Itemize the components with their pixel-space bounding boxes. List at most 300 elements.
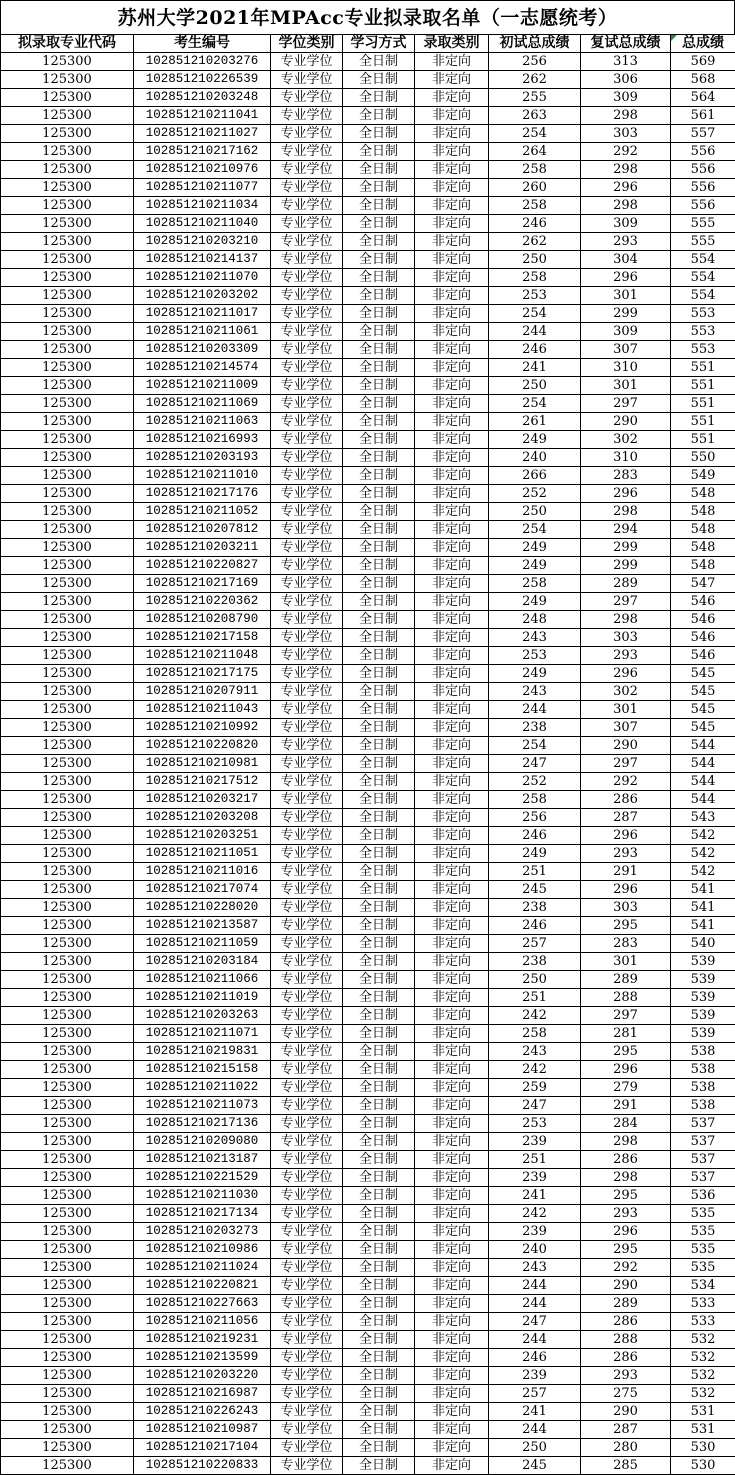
admission-type-cell: 非定向 [415, 143, 489, 161]
initial-score-cell: 254 [489, 521, 581, 539]
initial-score-cell: 238 [489, 953, 581, 971]
table-row [1, 53, 735, 71]
total-score-cell: 541 [671, 899, 735, 917]
major-code-cell: 125300 [1, 683, 134, 701]
table-row [1, 935, 735, 953]
initial-score-cell: 239 [489, 1169, 581, 1187]
total-score-cell: 541 [671, 881, 735, 899]
initial-score-cell: 242 [489, 1007, 581, 1025]
table-row [1, 1205, 735, 1223]
degree-type-cell: 专业学位 [271, 1025, 343, 1043]
total-score-cell: 545 [671, 701, 735, 719]
initial-score-cell: 254 [489, 737, 581, 755]
admission-type-cell: 非定向 [415, 881, 489, 899]
initial-score-cell: 244 [489, 1331, 581, 1349]
admission-type-cell: 非定向 [415, 233, 489, 251]
admission-type-cell: 非定向 [415, 377, 489, 395]
table-row [1, 863, 735, 881]
table-row [1, 467, 735, 485]
major-code-cell: 125300 [1, 1007, 134, 1025]
major-code-cell: 125300 [1, 1277, 134, 1295]
study-mode-cell: 全日制 [343, 1259, 415, 1277]
major-code-cell: 125300 [1, 1025, 134, 1043]
study-mode-cell: 全日制 [343, 359, 415, 377]
initial-score-cell: 254 [489, 305, 581, 323]
degree-type-cell: 专业学位 [271, 377, 343, 395]
initial-score-cell: 253 [489, 287, 581, 305]
major-code-cell: 125300 [1, 1169, 134, 1187]
candidate-id-cell: 102851210217158 [134, 629, 271, 647]
major-code-cell: 125300 [1, 791, 134, 809]
total-score-cell: 553 [671, 305, 735, 323]
total-score-cell: 535 [671, 1205, 735, 1223]
total-score-cell: 542 [671, 863, 735, 881]
retest-score-cell: 290 [581, 1277, 671, 1295]
degree-type-cell: 专业学位 [271, 773, 343, 791]
total-score-cell: 535 [671, 1223, 735, 1241]
initial-score-cell: 266 [489, 467, 581, 485]
major-code-cell: 125300 [1, 1349, 134, 1367]
admission-type-cell: 非定向 [415, 557, 489, 575]
total-score-cell: 551 [671, 377, 735, 395]
admission-type-cell: 非定向 [415, 1007, 489, 1025]
degree-type-cell: 专业学位 [271, 215, 343, 233]
study-mode-cell: 全日制 [343, 197, 415, 215]
table-row [1, 989, 735, 1007]
study-mode-cell: 全日制 [343, 1097, 415, 1115]
total-score-cell: 546 [671, 611, 735, 629]
table-row [1, 665, 735, 683]
candidate-id-cell: 102851210211063 [134, 413, 271, 431]
degree-type-cell: 专业学位 [271, 899, 343, 917]
major-code-cell: 125300 [1, 1115, 134, 1133]
major-code-cell: 125300 [1, 359, 134, 377]
retest-score-cell: 275 [581, 1385, 671, 1403]
major-code-cell: 125300 [1, 1187, 134, 1205]
admission-type-cell: 非定向 [415, 755, 489, 773]
degree-type-cell: 专业学位 [271, 485, 343, 503]
initial-score-cell: 244 [489, 701, 581, 719]
retest-score-cell: 289 [581, 575, 671, 593]
study-mode-cell: 全日制 [343, 1007, 415, 1025]
initial-score-cell: 255 [489, 89, 581, 107]
candidate-id-cell: 102851210214137 [134, 251, 271, 269]
retest-score-cell: 283 [581, 467, 671, 485]
candidate-id-cell: 102851210203193 [134, 449, 271, 467]
study-mode-cell: 全日制 [343, 557, 415, 575]
major-code-cell: 125300 [1, 1223, 134, 1241]
major-code-cell: 125300 [1, 215, 134, 233]
initial-score-cell: 249 [489, 593, 581, 611]
table-row [1, 629, 735, 647]
retest-score-cell: 302 [581, 683, 671, 701]
major-code-cell: 125300 [1, 827, 134, 845]
total-score-cell: 544 [671, 773, 735, 791]
study-mode-cell: 全日制 [343, 773, 415, 791]
total-score-cell: 554 [671, 269, 735, 287]
candidate-id-cell: 102851210220827 [134, 557, 271, 575]
major-code-cell: 125300 [1, 1385, 134, 1403]
table-row [1, 1259, 735, 1277]
major-code-cell: 125300 [1, 233, 134, 251]
total-score-cell: 533 [671, 1313, 735, 1331]
study-mode-cell: 全日制 [343, 647, 415, 665]
study-mode-cell: 全日制 [343, 521, 415, 539]
total-score-cell: 530 [671, 1439, 735, 1457]
admission-type-cell: 非定向 [415, 1061, 489, 1079]
initial-score-cell: 241 [489, 1403, 581, 1421]
retest-score-cell: 309 [581, 89, 671, 107]
initial-score-cell: 258 [489, 161, 581, 179]
study-mode-cell: 全日制 [343, 611, 415, 629]
retest-score-cell: 286 [581, 1151, 671, 1169]
candidate-id-cell: 102851210228020 [134, 899, 271, 917]
initial-score-cell: 258 [489, 197, 581, 215]
admission-type-cell: 非定向 [415, 1331, 489, 1349]
degree-type-cell: 专业学位 [271, 539, 343, 557]
total-score-cell: 554 [671, 287, 735, 305]
admission-type-cell: 非定向 [415, 1025, 489, 1043]
initial-score-cell: 254 [489, 395, 581, 413]
major-code-cell: 125300 [1, 287, 134, 305]
total-score-cell: 535 [671, 1241, 735, 1259]
study-mode-cell: 全日制 [343, 971, 415, 989]
degree-type-cell: 专业学位 [271, 413, 343, 431]
admission-type-cell: 非定向 [415, 1097, 489, 1115]
total-score-cell: 548 [671, 503, 735, 521]
major-code-cell: 125300 [1, 899, 134, 917]
major-code-cell: 125300 [1, 251, 134, 269]
table-row [1, 1115, 735, 1133]
initial-score-cell: 242 [489, 1205, 581, 1223]
admission-type-cell: 非定向 [415, 1169, 489, 1187]
degree-type-cell: 专业学位 [271, 269, 343, 287]
table-row [1, 899, 735, 917]
retest-score-cell: 286 [581, 1349, 671, 1367]
major-code-cell: 125300 [1, 1421, 134, 1439]
admission-type-cell: 非定向 [415, 665, 489, 683]
major-code-cell: 125300 [1, 179, 134, 197]
major-code-cell: 125300 [1, 269, 134, 287]
retest-score-cell: 295 [581, 917, 671, 935]
table-row [1, 1133, 735, 1151]
table-row [1, 251, 735, 269]
admission-type-cell: 非定向 [415, 413, 489, 431]
retest-score-cell: 293 [581, 1367, 671, 1385]
admission-type-cell: 非定向 [415, 179, 489, 197]
major-code-cell: 125300 [1, 773, 134, 791]
total-score-cell: 545 [671, 683, 735, 701]
total-score-cell: 555 [671, 233, 735, 251]
retest-score-cell: 298 [581, 107, 671, 125]
total-score-cell: 546 [671, 647, 735, 665]
major-code-cell: 125300 [1, 1295, 134, 1313]
degree-type-cell: 专业学位 [271, 503, 343, 521]
initial-score-cell: 248 [489, 611, 581, 629]
candidate-id-cell: 102851210210976 [134, 161, 271, 179]
table-row [1, 647, 735, 665]
major-code-cell: 125300 [1, 575, 134, 593]
candidate-id-cell: 102851210219831 [134, 1043, 271, 1061]
total-score-cell: 538 [671, 1079, 735, 1097]
admission-type-cell: 非定向 [415, 1259, 489, 1277]
candidate-id-cell: 102851210217104 [134, 1439, 271, 1457]
study-mode-cell: 全日制 [343, 881, 415, 899]
candidate-id-cell: 102851210203202 [134, 287, 271, 305]
initial-score-cell: 259 [489, 1079, 581, 1097]
candidate-id-cell: 102851210211027 [134, 125, 271, 143]
major-code-cell: 125300 [1, 413, 134, 431]
study-mode-cell: 全日制 [343, 503, 415, 521]
candidate-id-cell: 102851210211019 [134, 989, 271, 1007]
table-row [1, 971, 735, 989]
degree-type-cell: 专业学位 [271, 881, 343, 899]
candidate-id-cell: 102851210217162 [134, 143, 271, 161]
major-code-cell: 125300 [1, 539, 134, 557]
admission-type-cell: 非定向 [415, 1457, 489, 1475]
admission-type-cell: 非定向 [415, 737, 489, 755]
initial-score-cell: 250 [489, 1439, 581, 1457]
degree-type-cell: 专业学位 [271, 989, 343, 1007]
candidate-id-cell: 102851210203248 [134, 89, 271, 107]
total-score-cell: 537 [671, 1169, 735, 1187]
total-score-cell: 549 [671, 467, 735, 485]
major-code-cell: 125300 [1, 449, 134, 467]
study-mode-cell: 全日制 [343, 701, 415, 719]
degree-type-cell: 专业学位 [271, 305, 343, 323]
admission-type-cell: 非定向 [415, 1403, 489, 1421]
major-code-cell: 125300 [1, 1079, 134, 1097]
candidate-id-cell: 102851210203309 [134, 341, 271, 359]
study-mode-cell: 全日制 [343, 485, 415, 503]
retest-score-cell: 292 [581, 143, 671, 161]
admission-type-cell: 非定向 [415, 719, 489, 737]
study-mode-cell: 全日制 [343, 179, 415, 197]
study-mode-cell: 全日制 [343, 71, 415, 89]
candidate-id-cell: 102851210211056 [134, 1313, 271, 1331]
table-row [1, 575, 735, 593]
major-code-cell: 125300 [1, 53, 134, 71]
candidate-id-cell: 102851210217136 [134, 1115, 271, 1133]
retest-score-cell: 310 [581, 359, 671, 377]
study-mode-cell: 全日制 [343, 953, 415, 971]
study-mode-cell: 全日制 [343, 899, 415, 917]
retest-score-cell: 284 [581, 1115, 671, 1133]
retest-score-cell: 290 [581, 413, 671, 431]
study-mode-cell: 全日制 [343, 269, 415, 287]
admission-type-cell: 非定向 [415, 1115, 489, 1133]
column-header-candidate-id: 考生编号 [134, 35, 271, 53]
degree-type-cell: 专业学位 [271, 89, 343, 107]
total-score-cell: 546 [671, 629, 735, 647]
candidate-id-cell: 102851210211010 [134, 467, 271, 485]
admission-type-cell: 非定向 [415, 1349, 489, 1367]
initial-score-cell: 249 [489, 431, 581, 449]
initial-score-cell: 253 [489, 1115, 581, 1133]
column-header-total-score: 总成绩 [671, 35, 735, 53]
initial-score-cell: 247 [489, 755, 581, 773]
column-header-retest-score: 复试总成绩 [581, 35, 671, 53]
study-mode-cell: 全日制 [343, 215, 415, 233]
table-row [1, 341, 735, 359]
total-score-cell: 545 [671, 665, 735, 683]
total-score-cell: 530 [671, 1457, 735, 1475]
study-mode-cell: 全日制 [343, 755, 415, 773]
retest-score-cell: 306 [581, 71, 671, 89]
study-mode-cell: 全日制 [343, 449, 415, 467]
total-score-cell: 551 [671, 431, 735, 449]
admission-type-cell: 非定向 [415, 917, 489, 935]
degree-type-cell: 专业学位 [271, 467, 343, 485]
retest-score-cell: 289 [581, 971, 671, 989]
total-score-cell: 539 [671, 1025, 735, 1043]
admission-type-cell: 非定向 [415, 269, 489, 287]
study-mode-cell: 全日制 [343, 989, 415, 1007]
degree-type-cell: 专业学位 [271, 1079, 343, 1097]
major-code-cell: 125300 [1, 107, 134, 125]
candidate-id-cell: 102851210203220 [134, 1367, 271, 1385]
retest-score-cell: 297 [581, 1007, 671, 1025]
retest-score-cell: 295 [581, 1187, 671, 1205]
candidate-id-cell: 102851210211052 [134, 503, 271, 521]
major-code-cell: 125300 [1, 305, 134, 323]
study-mode-cell: 全日制 [343, 1421, 415, 1439]
initial-score-cell: 241 [489, 359, 581, 377]
retest-score-cell: 298 [581, 611, 671, 629]
candidate-id-cell: 102851210227663 [134, 1295, 271, 1313]
total-score-cell: 531 [671, 1421, 735, 1439]
study-mode-cell: 全日制 [343, 1133, 415, 1151]
retest-score-cell: 291 [581, 1097, 671, 1115]
study-mode-cell: 全日制 [343, 1349, 415, 1367]
table-row [1, 287, 735, 305]
initial-score-cell: 239 [489, 1223, 581, 1241]
table-row [1, 503, 735, 521]
column-header-admission-type: 录取类别 [415, 35, 489, 53]
major-code-cell: 125300 [1, 143, 134, 161]
study-mode-cell: 全日制 [343, 1277, 415, 1295]
study-mode-cell: 全日制 [343, 161, 415, 179]
candidate-id-cell: 102851210211022 [134, 1079, 271, 1097]
candidate-id-cell: 102851210211040 [134, 215, 271, 233]
candidate-id-cell: 102851210220820 [134, 737, 271, 755]
study-mode-cell: 全日制 [343, 935, 415, 953]
initial-score-cell: 247 [489, 1097, 581, 1115]
initial-score-cell: 244 [489, 1421, 581, 1439]
table-row [1, 557, 735, 575]
total-score-cell: 538 [671, 1043, 735, 1061]
retest-score-cell: 293 [581, 233, 671, 251]
major-code-cell: 125300 [1, 71, 134, 89]
initial-score-cell: 240 [489, 1241, 581, 1259]
candidate-id-cell: 102851210211048 [134, 647, 271, 665]
table-row [1, 179, 735, 197]
total-score-cell: 550 [671, 449, 735, 467]
initial-score-cell: 245 [489, 1457, 581, 1475]
initial-score-cell: 251 [489, 989, 581, 1007]
candidate-id-cell: 102851210211077 [134, 179, 271, 197]
initial-score-cell: 260 [489, 179, 581, 197]
retest-score-cell: 296 [581, 1223, 671, 1241]
table-row [1, 719, 735, 737]
major-code-cell: 125300 [1, 719, 134, 737]
degree-type-cell: 专业学位 [271, 53, 343, 71]
study-mode-cell: 全日制 [343, 593, 415, 611]
total-score-cell: 544 [671, 737, 735, 755]
retest-score-cell: 296 [581, 881, 671, 899]
admission-type-cell: 非定向 [415, 449, 489, 467]
table-row [1, 791, 735, 809]
initial-score-cell: 246 [489, 1349, 581, 1367]
admission-table [0, 34, 735, 1475]
major-code-cell: 125300 [1, 1133, 134, 1151]
retest-score-cell: 298 [581, 161, 671, 179]
initial-score-cell: 238 [489, 719, 581, 737]
admission-type-cell: 非定向 [415, 971, 489, 989]
degree-type-cell: 专业学位 [271, 737, 343, 755]
major-code-cell: 125300 [1, 323, 134, 341]
study-mode-cell: 全日制 [343, 1079, 415, 1097]
table-row [1, 449, 735, 467]
candidate-id-cell: 102851210214574 [134, 359, 271, 377]
retest-score-cell: 299 [581, 305, 671, 323]
study-mode-cell: 全日制 [343, 431, 415, 449]
admission-type-cell: 非定向 [415, 593, 489, 611]
total-score-cell: 548 [671, 539, 735, 557]
total-score-cell: 547 [671, 575, 735, 593]
candidate-id-cell: 102851210210992 [134, 719, 271, 737]
retest-score-cell: 293 [581, 845, 671, 863]
initial-score-cell: 244 [489, 323, 581, 341]
study-mode-cell: 全日制 [343, 1025, 415, 1043]
admission-type-cell: 非定向 [415, 431, 489, 449]
admission-type-cell: 非定向 [415, 1187, 489, 1205]
initial-score-cell: 250 [489, 971, 581, 989]
retest-score-cell: 309 [581, 215, 671, 233]
table-row [1, 1439, 735, 1457]
retest-score-cell: 287 [581, 809, 671, 827]
study-mode-cell: 全日制 [343, 719, 415, 737]
candidate-id-cell: 102851210213187 [134, 1151, 271, 1169]
table-row [1, 611, 735, 629]
retest-score-cell: 294 [581, 521, 671, 539]
total-score-cell: 544 [671, 755, 735, 773]
table-row [1, 1061, 735, 1079]
candidate-id-cell: 102851210213587 [134, 917, 271, 935]
candidate-id-cell: 102851210211034 [134, 197, 271, 215]
initial-score-cell: 249 [489, 557, 581, 575]
study-mode-cell: 全日制 [343, 1403, 415, 1421]
admission-type-cell: 非定向 [415, 629, 489, 647]
total-score-cell: 553 [671, 341, 735, 359]
study-mode-cell: 全日制 [343, 791, 415, 809]
admission-type-cell: 非定向 [415, 53, 489, 71]
initial-score-cell: 249 [489, 665, 581, 683]
total-score-cell: 554 [671, 251, 735, 269]
initial-score-cell: 242 [489, 1061, 581, 1079]
admission-type-cell: 非定向 [415, 863, 489, 881]
admission-type-cell: 非定向 [415, 467, 489, 485]
candidate-id-cell: 102851210210986 [134, 1241, 271, 1259]
major-code-cell: 125300 [1, 611, 134, 629]
admission-type-cell: 非定向 [415, 1205, 489, 1223]
degree-type-cell: 专业学位 [271, 179, 343, 197]
table-row [1, 125, 735, 143]
table-row [1, 143, 735, 161]
candidate-id-cell: 102851210203211 [134, 539, 271, 557]
admission-type-cell: 非定向 [415, 107, 489, 125]
major-code-cell: 125300 [1, 647, 134, 665]
